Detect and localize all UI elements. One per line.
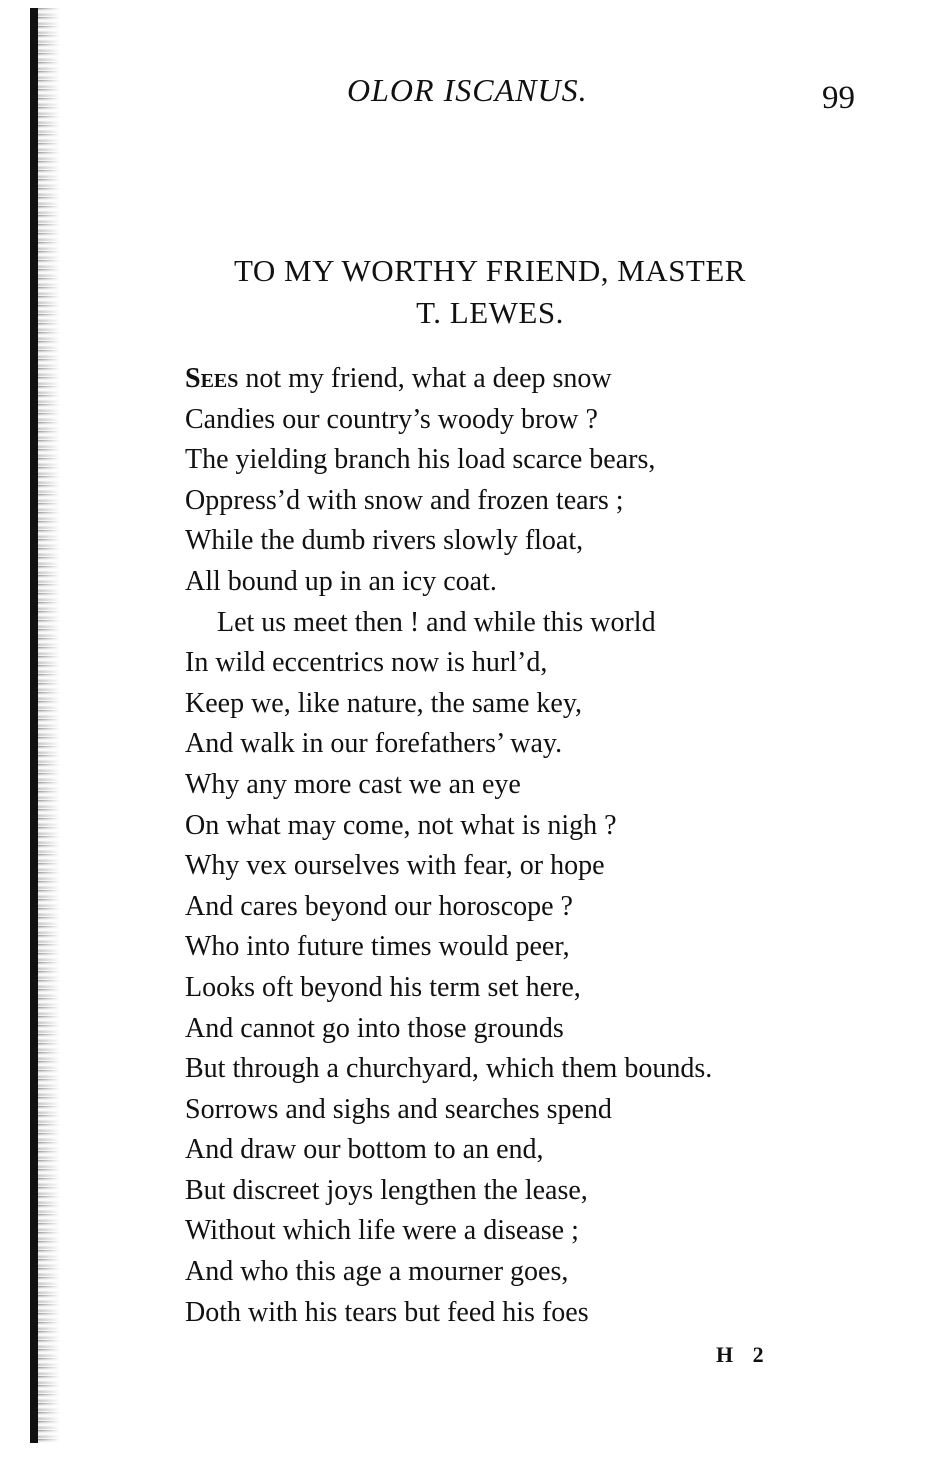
poem-line: Sorrows and sighs and searches spend — [185, 1093, 612, 1125]
poem-line: And cares beyond our horoscope ? — [185, 890, 573, 922]
poem-line: The yielding branch his load scarce bears, — [185, 444, 656, 476]
poem-line-text: not my friend, what a deep snow — [238, 363, 612, 394]
poem-line: While the dumb rivers slowly float, — [185, 525, 584, 557]
page-number: 99 — [822, 80, 855, 116]
poem-title-line-1: TO MY WORTHY FRIEND, MASTER — [234, 253, 746, 288]
running-head: OLOR ISCANUS. — [347, 72, 588, 108]
poem-line: On what may come, not what is nigh ? — [185, 809, 617, 841]
opening-word: Sees — [185, 363, 239, 394]
poem-line: And draw our bottom to an end, — [185, 1134, 544, 1166]
poem-line-indented: Let us meet then ! and while this world — [217, 606, 656, 638]
poem-line: In wild eccentrics now is hurl’d, — [185, 647, 548, 679]
poem-line: Candies our country’s woody brow ? — [185, 403, 598, 435]
poem-line: And walk in our forefathers’ way. — [185, 728, 563, 760]
poem-line: Why any more cast we an eye — [185, 768, 521, 800]
poem-title — [150, 250, 830, 334]
binding-edge-shadow — [38, 8, 60, 1443]
poem-line: But discreet joys lengthen the lease, — [185, 1174, 588, 1206]
poem-line: Why vex ourselves with fear, or hope — [185, 850, 605, 882]
poem-line: Looks oft beyond his term set here, — [185, 971, 581, 1003]
poem-line: Oppress’d with snow and frozen tears ; — [185, 484, 624, 516]
poem-line: And cannot go into those grounds — [185, 1012, 564, 1044]
poem-line: But through a churchyard, which them bounds. — [185, 1053, 713, 1085]
poem-line: Without which life were a disease ; — [185, 1215, 579, 1247]
poem-line: Doth with his tears but feed his foes — [185, 1296, 589, 1328]
poem-line: All bound up in an icy coat. — [185, 565, 497, 597]
poem-line: Who into future times would peer, — [185, 931, 570, 963]
poem-line: And who this age a mourner goes, — [185, 1256, 569, 1288]
poem-line — [185, 359, 712, 400]
poem-body — [185, 359, 712, 1333]
poem-line: Keep we, like nature, the same key, — [185, 687, 583, 719]
poem-title-line-2: T. LEWES. — [416, 295, 564, 330]
signature-mark: H 2 — [716, 1342, 771, 1367]
binding-edge — [30, 8, 38, 1443]
